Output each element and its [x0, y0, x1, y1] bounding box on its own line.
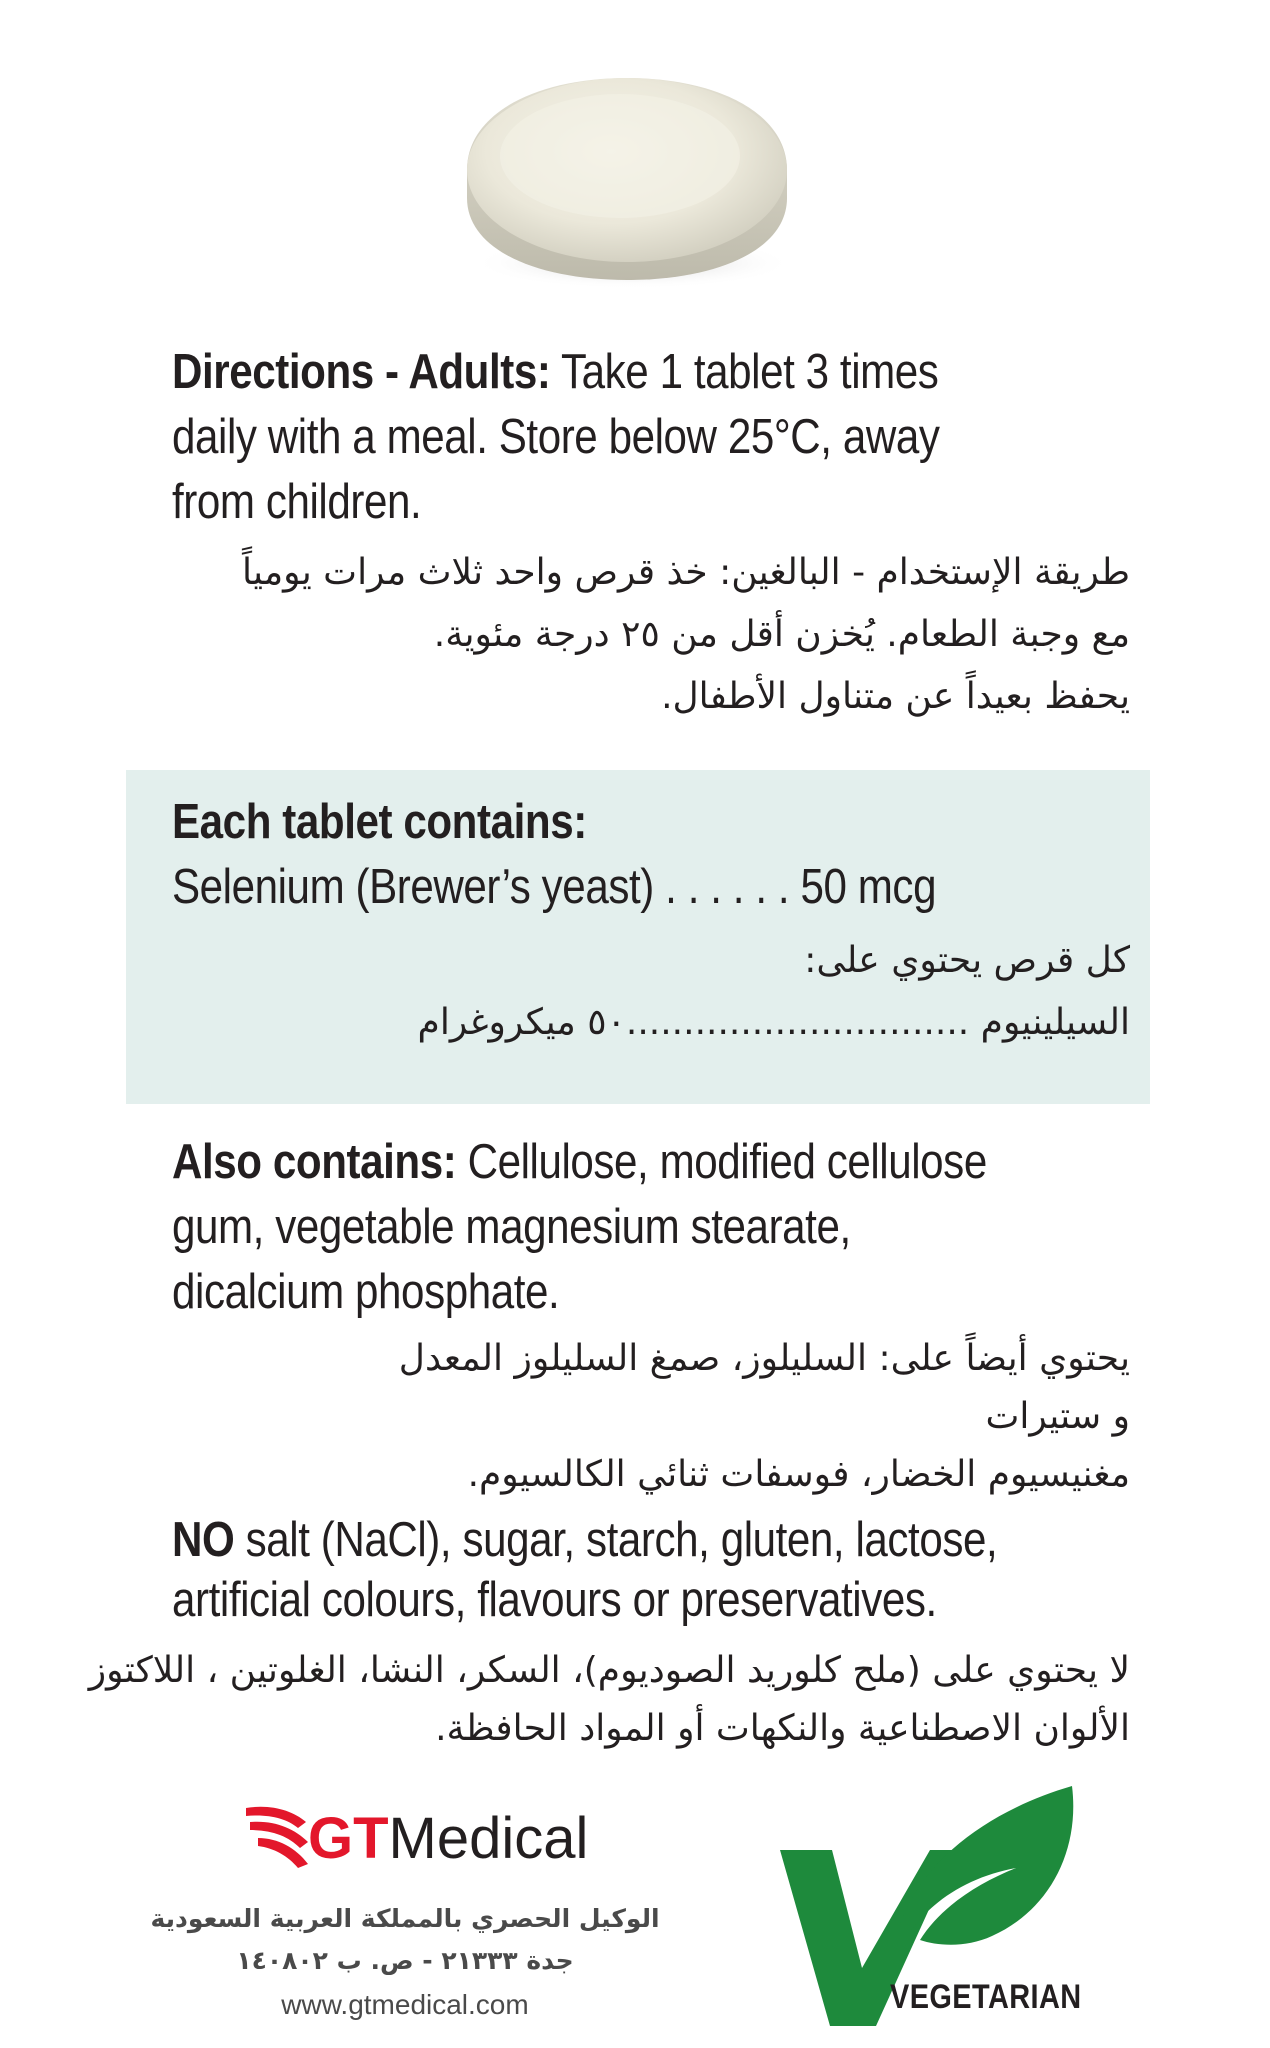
also-contains-line1: Cellulose, modified cellulose [456, 1135, 987, 1189]
also-contains-label: Also contains: [172, 1135, 457, 1189]
ingredient-amount: 50 mcg [800, 860, 937, 914]
directions-text-line2: daily with a meal. Store below 25°C, away [172, 410, 940, 464]
directions-ar-line3: يحفظ بعيداً عن متناول الأطفال. [661, 676, 1130, 717]
directions-label: Directions - Adults: [172, 345, 551, 399]
distributor-url: www.gtmedical.com [281, 1989, 529, 2020]
also-contains-ar-line2: و ستيرات [985, 1396, 1130, 1437]
free-from-ar [88, 1642, 1130, 1758]
directions-ar-line2: مع وجبة الطعام. يُخزن أقل من ٢٥ درجة مئوية. [433, 614, 1130, 655]
gt-wordmark-gt: GT [308, 1806, 389, 1871]
tablet-image [455, 58, 800, 293]
free-from-en [172, 1510, 998, 1630]
also-contains-ar [140, 1330, 1130, 1504]
vegetarian-badge [780, 1780, 1120, 2030]
distributor-block [140, 1800, 680, 2030]
also-contains-ar-line1: يحتوي أيضاً على: السليلوز، صمغ السليلوز المعدل [398, 1338, 1130, 1379]
free-from-label: NO [172, 1513, 235, 1567]
contents-ar [140, 930, 1130, 1054]
directions-text-line3: from children. [172, 475, 422, 529]
distributor-ar-line1: الوكيل الحصري بالمملكة العربية السعودية [150, 1904, 660, 1933]
ingredient-name: Selenium (Brewer’s yeast) [172, 860, 654, 914]
gt-medical-logo [240, 1800, 640, 1880]
gt-medical-wordmark [308, 1804, 588, 1874]
ingredient-leader: . . . . . . [653, 860, 801, 914]
vegetarian-label: VEGETARIAN [890, 1978, 1082, 2016]
directions-ar [140, 542, 1130, 728]
contents-ar-heading: كل قرص يحتوي على: [804, 940, 1130, 981]
free-from-line2: artificial colours, flavours or preservatives. [172, 1573, 937, 1627]
free-from-ar-line2: الألوان الاصطناعية والنكهات أو المواد الحافظة. [435, 1708, 1130, 1749]
directions-text-line1: Take 1 tablet 3 times [550, 345, 939, 399]
free-from-line1: salt (NaCl), sugar, starch, gluten, lactose, [234, 1513, 998, 1567]
also-contains-en [172, 1130, 987, 1325]
contents-heading: Each tablet contains: [172, 795, 587, 849]
free-from-ar-line1: لا يحتوي على (ملح كلوريد الصوديوم)، السكر، النشا، الغلوتين ، اللاكتوز [88, 1650, 1130, 1691]
directions-en [172, 340, 980, 535]
gt-wordmark-medical: Medical [388, 1806, 589, 1871]
also-contains-line2: gum, vegetable magnesium stearate, [172, 1200, 851, 1254]
contents-ar-ingredient: السيلينيوم ..............................٥٠ ميكروغرام [417, 1002, 1130, 1043]
distributor-ar-line2: جدة ٢١٣٣٣ - ص. ب ١٤٠٨٠٢ [236, 1946, 574, 1975]
also-contains-line3: dicalcium phosphate. [172, 1265, 560, 1319]
directions-ar-line1: طريقة الإستخدام - البالغين: خذ قرص واحد ثلاث مرات يومياً [242, 552, 1130, 593]
contents-en [172, 790, 980, 920]
also-contains-ar-line3: مغنيسيوم الخضار، فوسفات ثنائي الكالسيوم. [467, 1454, 1130, 1495]
